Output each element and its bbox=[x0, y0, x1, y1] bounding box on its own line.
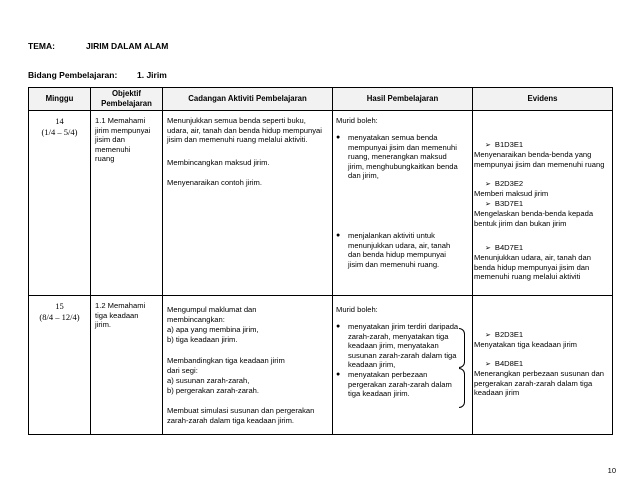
activity-text: Membincangkan maksud jirim. bbox=[167, 158, 270, 167]
col-header-objective: Objektif Pembelajaran bbox=[91, 88, 163, 111]
field-label: Bidang Pembelajaran: bbox=[28, 70, 118, 80]
evidence-code: ➢ B2D3E2 bbox=[485, 179, 524, 188]
objective-text: 1.1 Memahami jirim mempunyai jisim dan memenuhi ruang bbox=[95, 116, 151, 164]
activity-text: Menyenaraikan contoh jirim. bbox=[167, 178, 262, 187]
col-header-evidence: Evidens bbox=[473, 88, 613, 111]
week-cell bbox=[29, 111, 91, 296]
col-header-outcomes: Hasil Pembelajaran bbox=[333, 88, 473, 111]
week-range: (8/4 – 12/4) bbox=[39, 312, 80, 322]
outcome-text: menyatakan semua benda mempunyai jisim dan memenuhi ruang, menerangkan maksud jirim, menghubungkaitkan benda dan jirim, bbox=[348, 133, 458, 181]
col-header-activities: Cadangan Aktiviti Pembelajaran bbox=[163, 88, 333, 111]
arrow-bullet-icon: ➢ bbox=[485, 201, 491, 208]
outcome-text: menyatakan perbezaan pergerakan zarah-zarah dalam tiga keadaan jirim. bbox=[348, 370, 452, 399]
evidence-code: ➢ B2D3E1 bbox=[485, 330, 524, 339]
objective-cell bbox=[91, 111, 163, 296]
table-row bbox=[29, 296, 613, 435]
activity-text: a) susunan zarah-zarah, bbox=[167, 376, 250, 385]
table-row bbox=[29, 111, 613, 296]
theme-label: TEMA: bbox=[28, 41, 55, 51]
outcome-text: menjalankan aktiviti untuk menunjukkan udara, air, tanah dan benda hidup mempunyai jisim dan memenuhi ruang. bbox=[348, 231, 451, 269]
col-header-week: Minggu bbox=[29, 88, 91, 111]
evidence-text: Menyatakan tiga keadaan jirim bbox=[474, 340, 577, 349]
activities-cell bbox=[163, 111, 333, 296]
activity-text: b) tiga keadaan jirim. bbox=[167, 335, 238, 344]
evidence-code: ➢ B1D3E1 bbox=[485, 140, 524, 149]
activity-text: a) apa yang membina jirim, bbox=[167, 325, 259, 334]
arrow-bullet-icon: ➢ bbox=[485, 142, 491, 149]
week-number: 15 bbox=[55, 301, 64, 311]
objective-cell bbox=[91, 296, 163, 435]
activity-text: Membuat simulasi susunan dan pergerakan zarah-zarah dalam tiga keadaan jirim. bbox=[167, 406, 315, 425]
arrow-bullet-icon: ➢ bbox=[485, 181, 491, 188]
bullet-icon: ● bbox=[336, 134, 341, 141]
bullet-icon: ● bbox=[336, 232, 341, 239]
brace-icon bbox=[459, 368, 465, 408]
outcomes-intro: Murid boleh: bbox=[336, 116, 378, 125]
evidence-cell bbox=[473, 296, 613, 435]
outcomes-intro: Murid boleh: bbox=[336, 305, 378, 314]
week-cell bbox=[29, 296, 91, 435]
objective-text: 1.2 Memahami tiga keadaan jirim. bbox=[95, 301, 146, 330]
lesson-plan-table bbox=[28, 87, 613, 435]
week-number: 14 bbox=[55, 116, 64, 126]
evidence-text: Menerangkan perbezaan susunan dan pergerakan zarah-zarah dalam tiga keadaan jirim bbox=[474, 369, 605, 398]
evidence-text: Menunjukkan udara, air, tanah dan benda hidup mempunyai jisim dan memenuhi ruang melalui aktiviti bbox=[474, 253, 591, 282]
activity-text: b) pergerakan zarah-zarah. bbox=[167, 386, 260, 395]
evidence-text: Mengelaskan benda-benda kepada bentuk jirim dan bukan jirim bbox=[474, 209, 594, 228]
evidence-text: Menyenaraikan benda-benda yang mempunyai jisim dan memenuhi ruang bbox=[474, 150, 605, 169]
brace-icon bbox=[459, 328, 465, 368]
arrow-bullet-icon: ➢ bbox=[485, 332, 491, 339]
theme-value: JIRIM DALAM ALAM bbox=[86, 41, 169, 51]
bullet-icon: ● bbox=[336, 323, 341, 330]
activity-text: Menunjukkan semua benda seperti buku, udara, air, tanah dan benda hidup mempunyai jisim dan memenuhi ruang melalui aktiviti. bbox=[167, 116, 322, 145]
arrow-bullet-icon: ➢ bbox=[485, 245, 491, 252]
activities-cell bbox=[163, 296, 333, 435]
evidence-code: ➢ B3D7E1 bbox=[485, 199, 524, 208]
week-range: (1/4 – 5/4) bbox=[41, 127, 78, 137]
arrow-bullet-icon: ➢ bbox=[485, 361, 491, 368]
table-header-row bbox=[29, 88, 613, 111]
evidence-text: Memberi maksud jirim bbox=[474, 189, 549, 198]
page-number: 10 bbox=[607, 466, 616, 475]
activity-text: Membandingkan tiga keadaan jirim dari segi: bbox=[167, 356, 285, 375]
outcomes-cell bbox=[333, 111, 473, 296]
activity-text: Mengumpul maklumat dan membincangkan: bbox=[167, 305, 257, 324]
evidence-code: ➢ B4D8E1 bbox=[485, 359, 524, 368]
outcome-text: menyatakan jirim terdiri daripada zarah-zarah, menyatakan tiga keadaan jirim, menyatakan susunan zarah-zarah dalam tiga keadaan jirim, bbox=[348, 322, 459, 370]
field-value: 1. Jirim bbox=[137, 70, 167, 80]
outcomes-cell bbox=[333, 296, 473, 435]
evidence-cell bbox=[473, 111, 613, 296]
evidence-code: ➢ B4D7E1 bbox=[485, 243, 524, 252]
bullet-icon: ● bbox=[336, 371, 341, 378]
